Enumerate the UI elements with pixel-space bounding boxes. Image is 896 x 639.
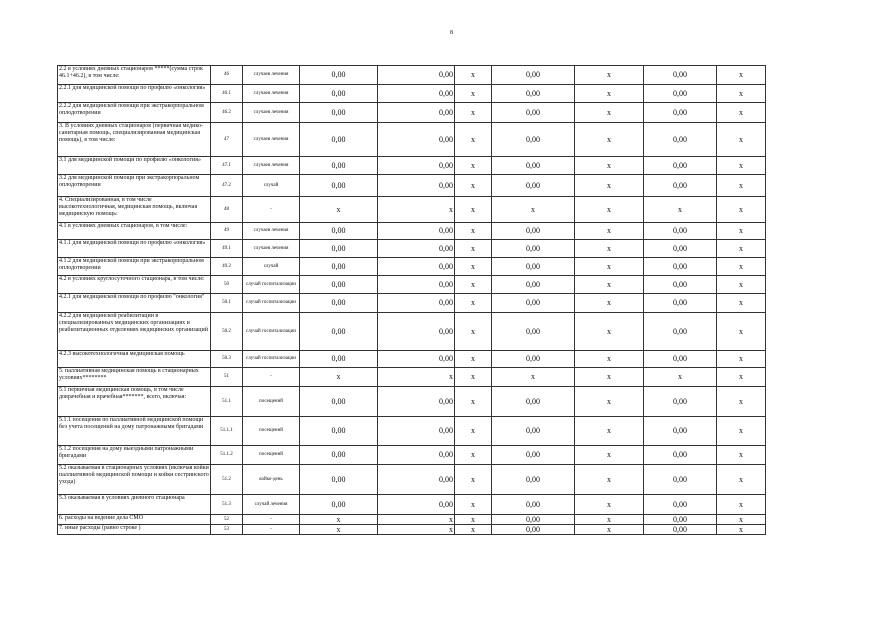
cell-c4: 0,00: [492, 465, 575, 495]
cell-name: 3.1 для медицинской помощи по профилю «онкология»: [58, 157, 211, 175]
cell-code: 47.2: [211, 175, 243, 197]
cell-code: 53: [211, 525, 243, 535]
cell-unit: посещений: [243, 446, 300, 465]
cell-c4: 0,00: [492, 258, 575, 276]
cell-c5: х: [575, 223, 644, 240]
cell-c3: х: [455, 223, 492, 240]
cell-code: 48: [211, 197, 243, 223]
cell-c1: 0,00: [300, 175, 378, 197]
cell-c2: 0,00: [378, 123, 455, 157]
cell-name: 5. паллиативная медицинская помощь в стационарных условиях********: [58, 368, 211, 387]
cell-c4: 0,00: [492, 175, 575, 197]
cell-c7: х: [717, 123, 766, 157]
cell-c5: х: [575, 175, 644, 197]
cell-unit: случай: [243, 258, 300, 276]
cell-c2: х: [378, 525, 455, 535]
cell-code: 46: [211, 66, 243, 85]
cell-unit: посещений: [243, 417, 300, 446]
cell-c3: х: [455, 123, 492, 157]
table-row: [58, 175, 766, 197]
cell-c3: х: [455, 66, 492, 85]
cell-c5: х: [575, 446, 644, 465]
cell-c3: х: [455, 175, 492, 197]
cell-c7: х: [717, 515, 766, 525]
cell-name: 2.2.1 для медицинской помощи по профилю «онкология»: [58, 85, 211, 103]
cell-code: 50.2: [211, 313, 243, 351]
cell-c1: х: [300, 525, 378, 535]
cell-c1: 0,00: [300, 276, 378, 294]
cell-unit: случаев лечения: [243, 103, 300, 123]
cell-c5: х: [575, 417, 644, 446]
cell-c1: 0,00: [300, 223, 378, 240]
cell-c1: 0,00: [300, 258, 378, 276]
table-row: [58, 103, 766, 123]
cell-c5: х: [575, 240, 644, 258]
cell-name: 5.1.2 посещения на дому выездными патронажными бригадами: [58, 446, 211, 465]
cell-c3: х: [455, 103, 492, 123]
table-row: [58, 495, 766, 515]
cell-name: 4.2.1 для медицинской помощи по профилю "онкология": [58, 294, 211, 313]
cell-c3: х: [455, 294, 492, 313]
cell-c5: х: [575, 294, 644, 313]
cell-c3: х: [455, 387, 492, 417]
cell-c2: 0,00: [378, 276, 455, 294]
cell-c6: 0,00: [644, 515, 717, 525]
cell-c7: х: [717, 465, 766, 495]
table-row: [58, 258, 766, 276]
cell-name: 7. иные расходы (равно строке ): [58, 525, 211, 535]
cell-c7: х: [717, 197, 766, 223]
cell-name: 2.2 в условиях дневных стационаров *****(сумма строк 46.1+46.2), в том числе:: [58, 66, 211, 85]
cell-c5: х: [575, 276, 644, 294]
cell-name: 5.2 оказываемая в стационарных условиях (включая койки паллиативной медицинской помощи и койки сестринского ухода): [58, 465, 211, 495]
cell-c2: 0,00: [378, 313, 455, 351]
cell-c4: 0,00: [492, 515, 575, 525]
cell-c3: х: [455, 525, 492, 535]
cell-unit: случай госпитализации: [243, 351, 300, 368]
cell-c5: х: [575, 258, 644, 276]
cell-name: 3.2 для медицинской помощи при экстракорпоральном оплодотворении: [58, 175, 211, 197]
cell-c7: х: [717, 175, 766, 197]
cell-code: 52: [211, 515, 243, 525]
cell-c2: 0,00: [378, 495, 455, 515]
cell-c1: 0,00: [300, 313, 378, 351]
cell-c6: 0,00: [644, 123, 717, 157]
cell-name: 4.1.1 для медицинской помощи по профилю «онкология»: [58, 240, 211, 258]
cell-c3: х: [455, 276, 492, 294]
cell-c4: 0,00: [492, 313, 575, 351]
cell-name: 4.1.2 для медицинской помощи при экстракорпоральном оплодотворении: [58, 258, 211, 276]
cell-name: 4. Специализированная, в том числе высокотехнологичная, медицинская помощь, включая медицинскую помощь:: [58, 197, 211, 223]
cell-name: 2.2.2 для медицинской помощи при экстракорпоральном оплодотворении: [58, 103, 211, 123]
table-row: [58, 240, 766, 258]
cell-code: 51.1: [211, 387, 243, 417]
cell-c3: х: [455, 157, 492, 175]
cell-c3: х: [455, 368, 492, 387]
cell-c4: 0,00: [492, 495, 575, 515]
cell-c2: 0,00: [378, 223, 455, 240]
cell-c1: 0,00: [300, 157, 378, 175]
table-row: [58, 515, 766, 525]
cell-c1: 0,00: [300, 446, 378, 465]
cell-c1: х: [300, 368, 378, 387]
cell-unit: случаев лечения: [243, 66, 300, 85]
cell-code: 49.2: [211, 258, 243, 276]
cell-c7: х: [717, 103, 766, 123]
cell-name: 5.3 оказываемая в условиях дневного стационара: [58, 495, 211, 515]
cell-name: 3. В условиях дневных стационаров (первичная медико-санитарная помощь, специализированная медицинская помощь), в том числе:: [58, 123, 211, 157]
cell-c4: х: [492, 197, 575, 223]
cell-c7: х: [717, 387, 766, 417]
cell-c2: 0,00: [378, 446, 455, 465]
cell-c6: 0,00: [644, 446, 717, 465]
cell-c1: 0,00: [300, 123, 378, 157]
table-row: [58, 465, 766, 495]
table-row: [58, 66, 766, 85]
table-row: [58, 351, 766, 368]
cell-code: 51.1.2: [211, 446, 243, 465]
cell-c7: х: [717, 223, 766, 240]
cell-c3: х: [455, 495, 492, 515]
cell-c6: 0,00: [644, 240, 717, 258]
cell-unit: случай лечения: [243, 495, 300, 515]
table-row: [58, 85, 766, 103]
cell-c2: х: [378, 197, 455, 223]
cell-c5: х: [575, 85, 644, 103]
cell-c7: х: [717, 276, 766, 294]
cell-c3: х: [455, 465, 492, 495]
cell-c1: 0,00: [300, 294, 378, 313]
cell-c5: х: [575, 465, 644, 495]
cell-c3: х: [455, 258, 492, 276]
cell-c4: 0,00: [492, 157, 575, 175]
table-row: [58, 368, 766, 387]
cell-c6: 0,00: [644, 157, 717, 175]
cell-c7: х: [717, 313, 766, 351]
cell-c6: 0,00: [644, 495, 717, 515]
cell-code: 47.1: [211, 157, 243, 175]
cell-c6: 0,00: [644, 417, 717, 446]
cell-code: 51.3: [211, 495, 243, 515]
cell-c7: х: [717, 368, 766, 387]
cell-c2: 0,00: [378, 387, 455, 417]
cell-code: 49: [211, 223, 243, 240]
cell-c5: х: [575, 103, 644, 123]
cell-c4: 0,00: [492, 446, 575, 465]
cell-c5: х: [575, 351, 644, 368]
cell-c3: х: [455, 240, 492, 258]
cell-name: 4.2.2 для медицинской реабилитации в специализированных медицинских организациях и реабилитационных отделениях медицинских организаций: [58, 313, 211, 351]
cell-name: 4.1 в условиях дневных стационаров, в том числе:: [58, 223, 211, 240]
table-row: [58, 294, 766, 313]
table-row: [58, 123, 766, 157]
cell-unit: -: [243, 515, 300, 525]
cell-unit: случаев лечения: [243, 85, 300, 103]
cell-name: 6. расходы на ведение дела СМО: [58, 515, 211, 525]
cell-c7: х: [717, 294, 766, 313]
cell-c7: х: [717, 240, 766, 258]
cell-c2: 0,00: [378, 175, 455, 197]
cell-c4: 0,00: [492, 276, 575, 294]
cell-c6: 0,00: [644, 175, 717, 197]
cell-c2: 0,00: [378, 66, 455, 85]
cell-c1: х: [300, 197, 378, 223]
data-table: [57, 65, 766, 535]
cell-c7: х: [717, 66, 766, 85]
cell-c5: х: [575, 495, 644, 515]
cell-name: 4.2.3 высокотехнологичная медицинская помощь: [58, 351, 211, 368]
cell-c4: 0,00: [492, 351, 575, 368]
table-row: [58, 387, 766, 417]
cell-c4: 0,00: [492, 123, 575, 157]
cell-code: 46.2: [211, 103, 243, 123]
cell-name: 5.1 первичная медицинская помощь, в том числе доврачебная и врачебная*******, всего, включая:: [58, 387, 211, 417]
cell-c2: х: [378, 515, 455, 525]
cell-c1: 0,00: [300, 85, 378, 103]
cell-unit: -: [243, 368, 300, 387]
cell-c6: 0,00: [644, 103, 717, 123]
cell-c6: 0,00: [644, 276, 717, 294]
cell-code: 51.2: [211, 465, 243, 495]
cell-c4: 0,00: [492, 103, 575, 123]
cell-c5: х: [575, 123, 644, 157]
cell-c2: 0,00: [378, 157, 455, 175]
cell-c7: х: [717, 351, 766, 368]
cell-code: 47: [211, 123, 243, 157]
cell-c5: х: [575, 525, 644, 535]
cell-unit: посещений: [243, 387, 300, 417]
cell-c7: х: [717, 157, 766, 175]
cell-c2: х: [378, 368, 455, 387]
cell-c4: 0,00: [492, 223, 575, 240]
cell-c3: х: [455, 515, 492, 525]
cell-c2: 0,00: [378, 465, 455, 495]
cell-c6: х: [644, 368, 717, 387]
cell-c4: 0,00: [492, 66, 575, 85]
cell-c3: х: [455, 313, 492, 351]
cell-unit: случай госпитализации: [243, 313, 300, 351]
cell-c3: х: [455, 417, 492, 446]
cell-c2: 0,00: [378, 85, 455, 103]
cell-c1: 0,00: [300, 465, 378, 495]
cell-c6: х: [644, 197, 717, 223]
cell-c4: 0,00: [492, 525, 575, 535]
table-row: [58, 525, 766, 535]
cell-c5: х: [575, 197, 644, 223]
cell-c6: 0,00: [644, 525, 717, 535]
cell-c1: 0,00: [300, 66, 378, 85]
cell-c2: 0,00: [378, 103, 455, 123]
cell-c3: х: [455, 351, 492, 368]
cell-c4: х: [492, 368, 575, 387]
cell-c7: х: [717, 417, 766, 446]
cell-c6: 0,00: [644, 223, 717, 240]
cell-c6: 0,00: [644, 66, 717, 85]
cell-code: 50.3: [211, 351, 243, 368]
cell-code: 50: [211, 276, 243, 294]
cell-c7: х: [717, 85, 766, 103]
table-row: [58, 223, 766, 240]
cell-c4: 0,00: [492, 417, 575, 446]
table-row: [58, 313, 766, 351]
cell-c1: х: [300, 515, 378, 525]
cell-c5: х: [575, 313, 644, 351]
cell-code: 49.1: [211, 240, 243, 258]
cell-unit: -: [243, 197, 300, 223]
cell-c3: х: [455, 446, 492, 465]
cell-c5: х: [575, 515, 644, 525]
cell-c2: 0,00: [378, 294, 455, 313]
cell-c1: 0,00: [300, 417, 378, 446]
cell-unit: случай: [243, 175, 300, 197]
cell-c2: 0,00: [378, 258, 455, 276]
cell-c3: х: [455, 85, 492, 103]
cell-unit: случаев лечения: [243, 157, 300, 175]
cell-c4: 0,00: [492, 85, 575, 103]
cell-unit: койко-день: [243, 465, 300, 495]
cell-c5: х: [575, 157, 644, 175]
cell-unit: случаев лечения: [243, 123, 300, 157]
cell-c6: 0,00: [644, 258, 717, 276]
cell-unit: -: [243, 525, 300, 535]
cell-c1: 0,00: [300, 495, 378, 515]
cell-c2: 0,00: [378, 240, 455, 258]
cell-c7: х: [717, 446, 766, 465]
page-number: 8: [450, 30, 453, 36]
cell-unit: случай госпитализации: [243, 276, 300, 294]
table-row: [58, 417, 766, 446]
cell-c5: х: [575, 387, 644, 417]
cell-c1: 0,00: [300, 351, 378, 368]
cell-c5: х: [575, 368, 644, 387]
cell-unit: случаев лечения: [243, 240, 300, 258]
cell-c3: х: [455, 197, 492, 223]
cell-c5: х: [575, 66, 644, 85]
cell-c6: 0,00: [644, 294, 717, 313]
cell-c1: 0,00: [300, 387, 378, 417]
cell-c7: х: [717, 495, 766, 515]
cell-c6: 0,00: [644, 85, 717, 103]
cell-c6: 0,00: [644, 313, 717, 351]
table-row: [58, 446, 766, 465]
cell-c4: 0,00: [492, 387, 575, 417]
table-row: [58, 276, 766, 294]
cell-c2: 0,00: [378, 351, 455, 368]
cell-c1: 0,00: [300, 240, 378, 258]
cell-code: 51: [211, 368, 243, 387]
cell-c4: 0,00: [492, 294, 575, 313]
cell-name: 5.1.1 посещения по паллиативной медицинской помощи без учета посещений на дому патронажными бригадами: [58, 417, 211, 446]
cell-code: 46.1: [211, 85, 243, 103]
cell-unit: случай госпитализации: [243, 294, 300, 313]
cell-c4: 0,00: [492, 240, 575, 258]
cell-c2: 0,00: [378, 417, 455, 446]
cell-c7: х: [717, 258, 766, 276]
cell-c7: х: [717, 525, 766, 535]
cell-c6: 0,00: [644, 387, 717, 417]
table-row: [58, 197, 766, 223]
cell-c1: 0,00: [300, 103, 378, 123]
cell-code: 51.1.1: [211, 417, 243, 446]
cell-c6: 0,00: [644, 351, 717, 368]
cell-unit: случаев лечения: [243, 223, 300, 240]
cell-name: 4.2 в условиях круглосуточного стационара, в том числе:: [58, 276, 211, 294]
table-row: [58, 157, 766, 175]
cell-code: 50.1: [211, 294, 243, 313]
cell-c6: 0,00: [644, 465, 717, 495]
